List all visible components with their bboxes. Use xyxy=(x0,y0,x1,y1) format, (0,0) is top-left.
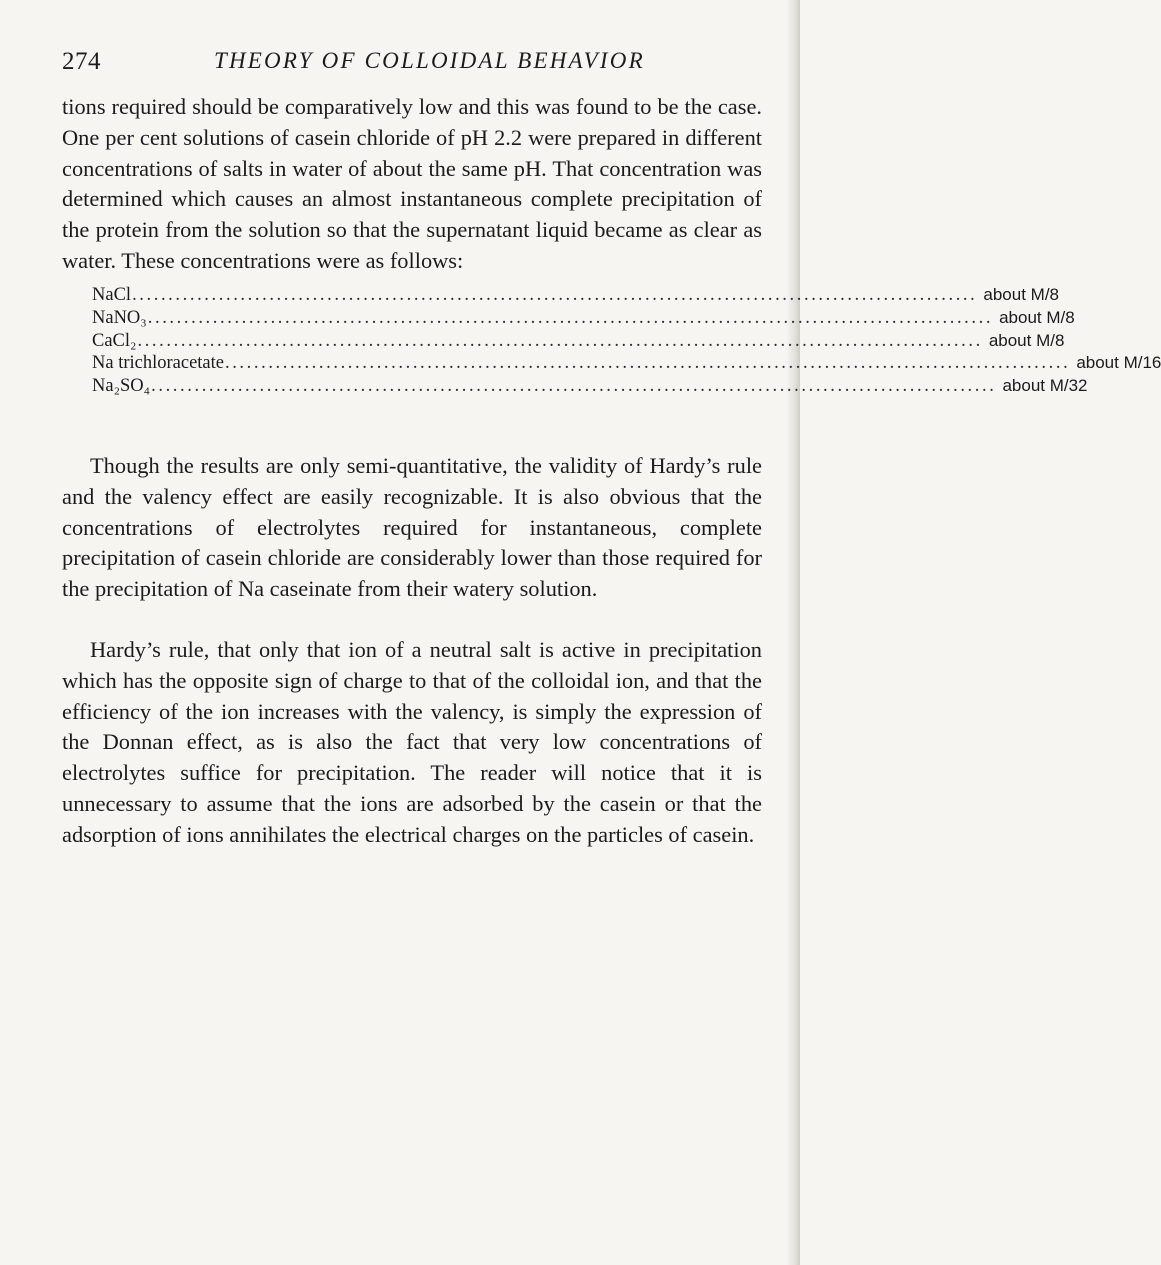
table-row xyxy=(92,375,1088,398)
leader-dots: ..................................................................................................................... xyxy=(132,285,978,305)
salt-concentration: about M/8 xyxy=(999,307,1075,327)
paragraph-results: Though the results are only semi-quantitative, the validity of Hardy’s rule and the valency effect are easily recognizable. It is also obvious that the concentrations of electrolytes required for instantaneous, complete precipitation of casein chloride are considerably lower than those required for the precipitation of Na caseinate from their watery solution. xyxy=(62,453,762,602)
salt-name: NaCl xyxy=(92,285,132,305)
page-header xyxy=(62,48,752,80)
salt-concentration-table xyxy=(92,284,1161,398)
running-head: THEORY OF COLLOIDAL BEHAVIOR xyxy=(214,48,645,73)
salt-concentration: about M/32 xyxy=(1002,376,1088,396)
salt-concentration: about M/8 xyxy=(983,285,1059,304)
salt-name: NaNO₃ xyxy=(92,307,147,328)
salt-name: CaCl₂ xyxy=(92,330,137,351)
leader-dots: ..................................................................................................................... xyxy=(224,353,1071,374)
salt-concentration: about M/16 xyxy=(1076,353,1161,373)
salt-concentration: about M/8 xyxy=(988,330,1065,350)
table-row xyxy=(92,330,1065,353)
table-row xyxy=(92,352,1161,375)
salt-name: Na₂SO₄ xyxy=(92,376,151,397)
salt-name: Na trichloracetate xyxy=(92,353,224,374)
leader-dots: ..................................................................................................................... xyxy=(137,330,983,351)
paragraph-hardys-rule: Hardy’s rule, that only that ion of a neutral salt is active in precipitation which has the opposite sign of charge to that of the colloidal ion, and that the efficiency of the ion increases with the valency, is simply the expression of the Donnan effect, as is also the fact that very low concentrations of electrolytes suffice for precipitation. The reader will notice that it is unnecessary to assume that the ions are adsorbed by the casein or that the adsorption of ions annihilates the electrical charges on the particles of casein. xyxy=(62,637,762,847)
table-row xyxy=(92,307,1075,330)
paragraph-intro: tions required should be comparatively low and this was found to be the case. One per cent solutions of casein chloride of pH 2.2 were prepared in different concentrations of salts in water of about the same pH. That concentration was determined which causes an almost instantaneous complete precipitation of the protein from the solution so that the supernatant liquid became as clear as water. These concentrations were as follows: xyxy=(62,94,762,273)
leader-dots: ..................................................................................................................... xyxy=(147,307,994,328)
page-edge-shadow xyxy=(786,0,800,1265)
leader-dots: ..................................................................................................................... xyxy=(151,376,997,397)
page-number: 274 xyxy=(62,48,101,75)
table-row xyxy=(92,284,1059,307)
